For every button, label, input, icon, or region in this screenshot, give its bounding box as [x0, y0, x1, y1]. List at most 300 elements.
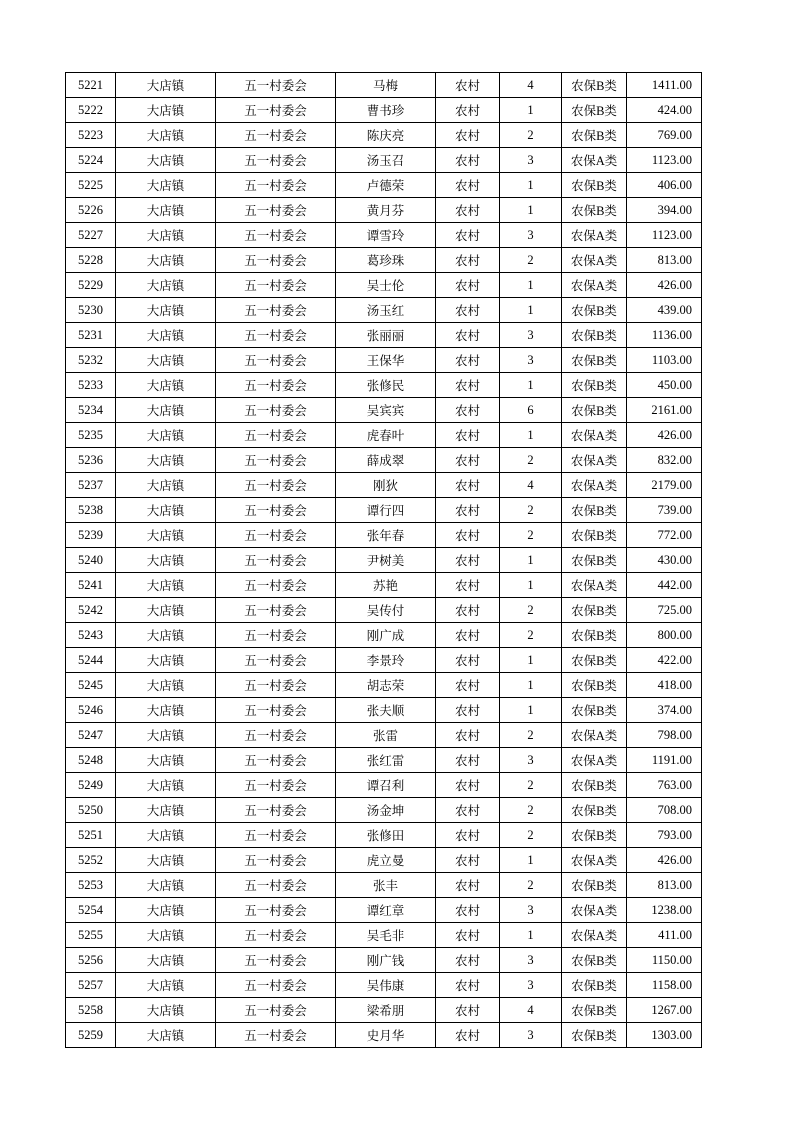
- cell-people-count: 2: [500, 798, 562, 823]
- cell-residence-type: 农村: [436, 823, 500, 848]
- cell-insurance-type: 农保B类: [562, 623, 627, 648]
- cell-people-count: 3: [500, 223, 562, 248]
- cell-town: 大店镇: [116, 148, 216, 173]
- cell-amount: 422.00: [627, 648, 702, 673]
- cell-residence-type: 农村: [436, 573, 500, 598]
- table-row: [66, 123, 702, 148]
- cell-serial-number: 5228: [66, 248, 116, 273]
- cell-person-name: 吴伟康: [336, 973, 436, 998]
- cell-serial-number: 5223: [66, 123, 116, 148]
- cell-insurance-type: 农保A类: [562, 898, 627, 923]
- cell-residence-type: 农村: [436, 1023, 500, 1048]
- cell-insurance-type: 农保A类: [562, 423, 627, 448]
- cell-residence-type: 农村: [436, 623, 500, 648]
- cell-serial-number: 5248: [66, 748, 116, 773]
- cell-person-name: 曹书珍: [336, 98, 436, 123]
- cell-residence-type: 农村: [436, 423, 500, 448]
- table-row: [66, 98, 702, 123]
- cell-village-committee: 五一村委会: [216, 473, 336, 498]
- cell-people-count: 3: [500, 948, 562, 973]
- cell-amount: 406.00: [627, 173, 702, 198]
- cell-person-name: 马梅: [336, 73, 436, 98]
- cell-residence-type: 农村: [436, 448, 500, 473]
- cell-person-name: 张丰: [336, 873, 436, 898]
- cell-town: 大店镇: [116, 973, 216, 998]
- cell-serial-number: 5234: [66, 398, 116, 423]
- table-row: [66, 548, 702, 573]
- cell-town: 大店镇: [116, 623, 216, 648]
- cell-insurance-type: 农保B类: [562, 598, 627, 623]
- cell-town: 大店镇: [116, 648, 216, 673]
- cell-amount: 793.00: [627, 823, 702, 848]
- cell-person-name: 李景玲: [336, 648, 436, 673]
- cell-amount: 769.00: [627, 123, 702, 148]
- cell-residence-type: 农村: [436, 323, 500, 348]
- cell-village-committee: 五一村委会: [216, 698, 336, 723]
- cell-serial-number: 5258: [66, 998, 116, 1023]
- cell-amount: 2161.00: [627, 398, 702, 423]
- cell-town: 大店镇: [116, 673, 216, 698]
- cell-village-committee: 五一村委会: [216, 548, 336, 573]
- cell-village-committee: 五一村委会: [216, 173, 336, 198]
- cell-residence-type: 农村: [436, 348, 500, 373]
- cell-person-name: 陈庆亮: [336, 123, 436, 148]
- table-row: [66, 473, 702, 498]
- cell-people-count: 1: [500, 648, 562, 673]
- cell-people-count: 1: [500, 573, 562, 598]
- table-row: [66, 373, 702, 398]
- cell-people-count: 2: [500, 448, 562, 473]
- cell-town: 大店镇: [116, 173, 216, 198]
- cell-village-committee: 五一村委会: [216, 198, 336, 223]
- cell-residence-type: 农村: [436, 73, 500, 98]
- cell-residence-type: 农村: [436, 198, 500, 223]
- cell-amount: 450.00: [627, 373, 702, 398]
- cell-serial-number: 5237: [66, 473, 116, 498]
- table-row: [66, 423, 702, 448]
- table-row: [66, 298, 702, 323]
- cell-person-name: 虎立曼: [336, 848, 436, 873]
- cell-people-count: 3: [500, 1023, 562, 1048]
- cell-serial-number: 5238: [66, 498, 116, 523]
- cell-person-name: 张雷: [336, 723, 436, 748]
- table-row: [66, 348, 702, 373]
- cell-amount: 1150.00: [627, 948, 702, 973]
- table-row: [66, 673, 702, 698]
- cell-town: 大店镇: [116, 873, 216, 898]
- cell-town: 大店镇: [116, 1023, 216, 1048]
- cell-people-count: 2: [500, 248, 562, 273]
- cell-village-committee: 五一村委会: [216, 373, 336, 398]
- cell-person-name: 汤金坤: [336, 798, 436, 823]
- cell-residence-type: 农村: [436, 598, 500, 623]
- cell-town: 大店镇: [116, 223, 216, 248]
- cell-residence-type: 农村: [436, 298, 500, 323]
- cell-town: 大店镇: [116, 773, 216, 798]
- cell-village-committee: 五一村委会: [216, 823, 336, 848]
- cell-village-committee: 五一村委会: [216, 348, 336, 373]
- cell-town: 大店镇: [116, 498, 216, 523]
- cell-amount: 739.00: [627, 498, 702, 523]
- cell-amount: 394.00: [627, 198, 702, 223]
- cell-residence-type: 农村: [436, 848, 500, 873]
- cell-residence-type: 农村: [436, 948, 500, 973]
- cell-residence-type: 农村: [436, 998, 500, 1023]
- cell-person-name: 史月华: [336, 1023, 436, 1048]
- cell-people-count: 1: [500, 548, 562, 573]
- cell-amount: 813.00: [627, 248, 702, 273]
- cell-residence-type: 农村: [436, 973, 500, 998]
- table-row: [66, 948, 702, 973]
- table-row: [66, 798, 702, 823]
- cell-residence-type: 农村: [436, 473, 500, 498]
- cell-village-committee: 五一村委会: [216, 298, 336, 323]
- table-body: [66, 73, 702, 1048]
- cell-insurance-type: 农保A类: [562, 848, 627, 873]
- cell-amount: 439.00: [627, 298, 702, 323]
- cell-town: 大店镇: [116, 748, 216, 773]
- cell-residence-type: 农村: [436, 748, 500, 773]
- cell-insurance-type: 农保A类: [562, 148, 627, 173]
- cell-people-count: 1: [500, 273, 562, 298]
- cell-residence-type: 农村: [436, 798, 500, 823]
- cell-amount: 1103.00: [627, 348, 702, 373]
- cell-town: 大店镇: [116, 398, 216, 423]
- cell-village-committee: 五一村委会: [216, 498, 336, 523]
- cell-town: 大店镇: [116, 323, 216, 348]
- cell-amount: 411.00: [627, 923, 702, 948]
- cell-insurance-type: 农保A类: [562, 573, 627, 598]
- cell-insurance-type: 农保B类: [562, 498, 627, 523]
- cell-residence-type: 农村: [436, 873, 500, 898]
- cell-serial-number: 5230: [66, 298, 116, 323]
- cell-insurance-type: 农保B类: [562, 798, 627, 823]
- cell-person-name: 谭召利: [336, 773, 436, 798]
- table-row: [66, 773, 702, 798]
- cell-insurance-type: 农保A类: [562, 273, 627, 298]
- cell-residence-type: 农村: [436, 398, 500, 423]
- cell-serial-number: 5221: [66, 73, 116, 98]
- cell-person-name: 谭行四: [336, 498, 436, 523]
- cell-insurance-type: 农保A类: [562, 248, 627, 273]
- cell-amount: 798.00: [627, 723, 702, 748]
- cell-people-count: 1: [500, 673, 562, 698]
- cell-person-name: 王保华: [336, 348, 436, 373]
- cell-person-name: 黄月芬: [336, 198, 436, 223]
- cell-town: 大店镇: [116, 898, 216, 923]
- cell-person-name: 葛珍珠: [336, 248, 436, 273]
- cell-insurance-type: 农保B类: [562, 973, 627, 998]
- cell-town: 大店镇: [116, 73, 216, 98]
- cell-insurance-type: 农保B类: [562, 323, 627, 348]
- cell-person-name: 张修田: [336, 823, 436, 848]
- cell-amount: 424.00: [627, 98, 702, 123]
- cell-town: 大店镇: [116, 448, 216, 473]
- cell-village-committee: 五一村委会: [216, 648, 336, 673]
- cell-person-name: 吴毛非: [336, 923, 436, 948]
- cell-town: 大店镇: [116, 123, 216, 148]
- cell-serial-number: 5242: [66, 598, 116, 623]
- cell-insurance-type: 农保B类: [562, 523, 627, 548]
- cell-serial-number: 5222: [66, 98, 116, 123]
- cell-person-name: 张夫顺: [336, 698, 436, 723]
- cell-village-committee: 五一村委会: [216, 923, 336, 948]
- cell-town: 大店镇: [116, 948, 216, 973]
- table-row: [66, 173, 702, 198]
- cell-people-count: 3: [500, 323, 562, 348]
- cell-town: 大店镇: [116, 423, 216, 448]
- cell-people-count: 3: [500, 148, 562, 173]
- cell-town: 大店镇: [116, 273, 216, 298]
- cell-person-name: 吴宾宾: [336, 398, 436, 423]
- cell-people-count: 3: [500, 898, 562, 923]
- cell-village-committee: 五一村委会: [216, 873, 336, 898]
- cell-people-count: 2: [500, 773, 562, 798]
- cell-amount: 1123.00: [627, 148, 702, 173]
- cell-amount: 725.00: [627, 598, 702, 623]
- cell-insurance-type: 农保B类: [562, 373, 627, 398]
- cell-residence-type: 农村: [436, 523, 500, 548]
- cell-amount: 1123.00: [627, 223, 702, 248]
- cell-insurance-type: 农保B类: [562, 73, 627, 98]
- cell-town: 大店镇: [116, 98, 216, 123]
- cell-village-committee: 五一村委会: [216, 448, 336, 473]
- cell-people-count: 1: [500, 298, 562, 323]
- cell-people-count: 2: [500, 823, 562, 848]
- cell-town: 大店镇: [116, 923, 216, 948]
- cell-residence-type: 农村: [436, 273, 500, 298]
- cell-insurance-type: 农保B类: [562, 948, 627, 973]
- cell-amount: 1267.00: [627, 998, 702, 1023]
- cell-people-count: 2: [500, 723, 562, 748]
- cell-village-committee: 五一村委会: [216, 948, 336, 973]
- cell-residence-type: 农村: [436, 123, 500, 148]
- cell-people-count: 4: [500, 73, 562, 98]
- cell-residence-type: 农村: [436, 248, 500, 273]
- table-row: [66, 573, 702, 598]
- cell-insurance-type: 农保A类: [562, 473, 627, 498]
- table-row: [66, 723, 702, 748]
- cell-serial-number: 5239: [66, 523, 116, 548]
- cell-amount: 800.00: [627, 623, 702, 648]
- cell-village-committee: 五一村委会: [216, 798, 336, 823]
- cell-person-name: 张丽丽: [336, 323, 436, 348]
- table-row: [66, 748, 702, 773]
- cell-town: 大店镇: [116, 723, 216, 748]
- cell-serial-number: 5235: [66, 423, 116, 448]
- cell-serial-number: 5227: [66, 223, 116, 248]
- cell-village-committee: 五一村委会: [216, 323, 336, 348]
- cell-village-committee: 五一村委会: [216, 273, 336, 298]
- cell-amount: 1136.00: [627, 323, 702, 348]
- cell-serial-number: 5233: [66, 373, 116, 398]
- cell-serial-number: 5240: [66, 548, 116, 573]
- table-row: [66, 323, 702, 348]
- cell-town: 大店镇: [116, 373, 216, 398]
- cell-insurance-type: 农保A类: [562, 448, 627, 473]
- cell-amount: 430.00: [627, 548, 702, 573]
- cell-person-name: 尹树美: [336, 548, 436, 573]
- cell-serial-number: 5246: [66, 698, 116, 723]
- cell-village-committee: 五一村委会: [216, 398, 336, 423]
- table-row: [66, 823, 702, 848]
- cell-amount: 442.00: [627, 573, 702, 598]
- cell-amount: 1158.00: [627, 973, 702, 998]
- cell-residence-type: 农村: [436, 173, 500, 198]
- cell-village-committee: 五一村委会: [216, 1023, 336, 1048]
- cell-town: 大店镇: [116, 348, 216, 373]
- cell-insurance-type: 农保A类: [562, 223, 627, 248]
- cell-insurance-type: 农保B类: [562, 173, 627, 198]
- table-row: [66, 248, 702, 273]
- cell-insurance-type: 农保B类: [562, 348, 627, 373]
- cell-serial-number: 5247: [66, 723, 116, 748]
- cell-residence-type: 农村: [436, 548, 500, 573]
- cell-person-name: 刚广钱: [336, 948, 436, 973]
- cell-insurance-type: 农保A类: [562, 923, 627, 948]
- cell-person-name: 刚广成: [336, 623, 436, 648]
- cell-person-name: 虎春叶: [336, 423, 436, 448]
- cell-insurance-type: 农保A类: [562, 723, 627, 748]
- cell-town: 大店镇: [116, 248, 216, 273]
- table-row: [66, 848, 702, 873]
- cell-residence-type: 农村: [436, 98, 500, 123]
- cell-town: 大店镇: [116, 823, 216, 848]
- cell-insurance-type: 农保B类: [562, 698, 627, 723]
- cell-insurance-type: 农保B类: [562, 298, 627, 323]
- cell-insurance-type: 农保B类: [562, 673, 627, 698]
- cell-person-name: 吴士伦: [336, 273, 436, 298]
- cell-residence-type: 农村: [436, 773, 500, 798]
- cell-person-name: 张年春: [336, 523, 436, 548]
- cell-person-name: 汤玉红: [336, 298, 436, 323]
- cell-amount: 763.00: [627, 773, 702, 798]
- cell-village-committee: 五一村委会: [216, 573, 336, 598]
- cell-village-committee: 五一村委会: [216, 248, 336, 273]
- cell-people-count: 3: [500, 748, 562, 773]
- cell-serial-number: 5236: [66, 448, 116, 473]
- cell-town: 大店镇: [116, 998, 216, 1023]
- cell-insurance-type: 农保B类: [562, 1023, 627, 1048]
- cell-serial-number: 5256: [66, 948, 116, 973]
- table-row: [66, 998, 702, 1023]
- cell-serial-number: 5225: [66, 173, 116, 198]
- cell-serial-number: 5251: [66, 823, 116, 848]
- cell-residence-type: 农村: [436, 673, 500, 698]
- cell-village-committee: 五一村委会: [216, 723, 336, 748]
- cell-insurance-type: 农保B类: [562, 123, 627, 148]
- cell-people-count: 1: [500, 848, 562, 873]
- cell-town: 大店镇: [116, 698, 216, 723]
- cell-village-committee: 五一村委会: [216, 773, 336, 798]
- cell-residence-type: 农村: [436, 698, 500, 723]
- cell-village-committee: 五一村委会: [216, 148, 336, 173]
- cell-village-committee: 五一村委会: [216, 898, 336, 923]
- table-row: [66, 698, 702, 723]
- cell-amount: 426.00: [627, 848, 702, 873]
- table-row: [66, 623, 702, 648]
- cell-people-count: 2: [500, 123, 562, 148]
- cell-person-name: 苏艳: [336, 573, 436, 598]
- table-row: [66, 923, 702, 948]
- table-row: [66, 898, 702, 923]
- cell-serial-number: 5259: [66, 1023, 116, 1048]
- cell-village-committee: 五一村委会: [216, 523, 336, 548]
- cell-amount: 2179.00: [627, 473, 702, 498]
- cell-village-committee: 五一村委会: [216, 998, 336, 1023]
- cell-people-count: 1: [500, 923, 562, 948]
- roster-table: [65, 72, 702, 1048]
- cell-residence-type: 农村: [436, 898, 500, 923]
- cell-amount: 426.00: [627, 423, 702, 448]
- cell-amount: 813.00: [627, 873, 702, 898]
- cell-residence-type: 农村: [436, 148, 500, 173]
- cell-people-count: 2: [500, 598, 562, 623]
- cell-amount: 1303.00: [627, 1023, 702, 1048]
- cell-insurance-type: 农保B类: [562, 398, 627, 423]
- cell-serial-number: 5252: [66, 848, 116, 873]
- cell-people-count: 4: [500, 473, 562, 498]
- table-row: [66, 648, 702, 673]
- cell-village-committee: 五一村委会: [216, 73, 336, 98]
- cell-serial-number: 5241: [66, 573, 116, 598]
- cell-serial-number: 5231: [66, 323, 116, 348]
- table-row: [66, 448, 702, 473]
- cell-residence-type: 农村: [436, 923, 500, 948]
- cell-serial-number: 5249: [66, 773, 116, 798]
- cell-serial-number: 5232: [66, 348, 116, 373]
- cell-amount: 1411.00: [627, 73, 702, 98]
- cell-town: 大店镇: [116, 523, 216, 548]
- cell-person-name: 谭红章: [336, 898, 436, 923]
- cell-insurance-type: 农保A类: [562, 748, 627, 773]
- table-row: [66, 498, 702, 523]
- cell-people-count: 1: [500, 373, 562, 398]
- cell-insurance-type: 农保B类: [562, 873, 627, 898]
- cell-amount: 1238.00: [627, 898, 702, 923]
- table-row: [66, 398, 702, 423]
- cell-people-count: 1: [500, 698, 562, 723]
- cell-people-count: 1: [500, 423, 562, 448]
- table-row: [66, 598, 702, 623]
- cell-person-name: 吴传付: [336, 598, 436, 623]
- cell-town: 大店镇: [116, 798, 216, 823]
- cell-town: 大店镇: [116, 548, 216, 573]
- cell-amount: 426.00: [627, 273, 702, 298]
- cell-people-count: 2: [500, 498, 562, 523]
- cell-town: 大店镇: [116, 848, 216, 873]
- cell-person-name: 卢德荣: [336, 173, 436, 198]
- cell-amount: 772.00: [627, 523, 702, 548]
- cell-serial-number: 5243: [66, 623, 116, 648]
- cell-people-count: 2: [500, 523, 562, 548]
- cell-insurance-type: 农保B类: [562, 548, 627, 573]
- cell-village-committee: 五一村委会: [216, 973, 336, 998]
- cell-serial-number: 5245: [66, 673, 116, 698]
- cell-residence-type: 农村: [436, 498, 500, 523]
- cell-serial-number: 5244: [66, 648, 116, 673]
- cell-town: 大店镇: [116, 598, 216, 623]
- cell-people-count: 2: [500, 623, 562, 648]
- cell-people-count: 3: [500, 348, 562, 373]
- cell-insurance-type: 农保B类: [562, 648, 627, 673]
- cell-amount: 418.00: [627, 673, 702, 698]
- cell-village-committee: 五一村委会: [216, 423, 336, 448]
- cell-village-committee: 五一村委会: [216, 123, 336, 148]
- cell-serial-number: 5250: [66, 798, 116, 823]
- cell-serial-number: 5254: [66, 898, 116, 923]
- cell-amount: 374.00: [627, 698, 702, 723]
